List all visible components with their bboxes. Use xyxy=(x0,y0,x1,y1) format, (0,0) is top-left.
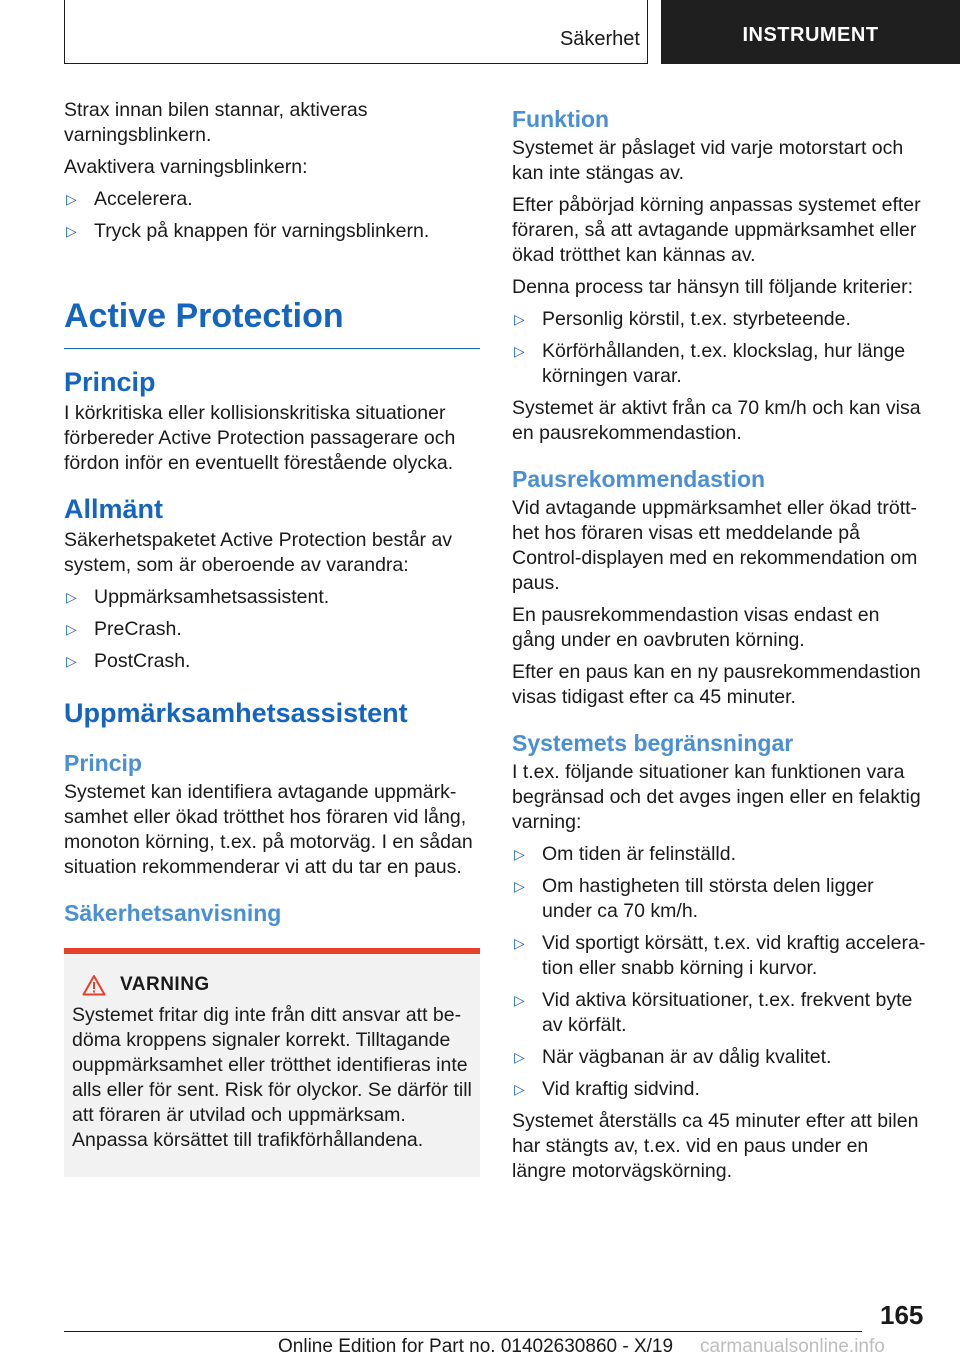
list-item: ▷ Tryck på knappen för varningsblinkern. xyxy=(66,220,430,242)
right-column xyxy=(512,98,926,1191)
funktion-paragraph: Denna process tar hänsyn till följande kriterier: xyxy=(512,276,914,298)
funktion-paragraph: Systemet är påslaget vid varje motorstart och kan inte stängas av. xyxy=(512,137,904,184)
list-item: ▷ Accelerera. xyxy=(66,188,193,210)
left-column xyxy=(64,98,480,1177)
paus-paragraph: Efter en paus kan en ny pausrekommendastion visas tidigast efter ca 45 minuter. xyxy=(512,661,921,708)
paus-heading: Pausrekommendastion xyxy=(512,466,766,492)
paus-paragraph: En pausrekommendastion visas endast en gång under en oavbruten körning. xyxy=(512,604,880,651)
allmant-text: Säkerhetspaketet Active Protection består av system, som är oberoende av varandra: xyxy=(64,529,453,576)
triangle-bullet-icon: ▷ xyxy=(66,589,77,605)
funktion-heading: Funktion xyxy=(512,106,610,132)
triangle-bullet-icon: ▷ xyxy=(514,1081,525,1097)
list-item: ▷ Vid sportigt körsätt, t.ex. vid kraftig acceleration eller snabb körning i kurvor. xyxy=(514,932,926,979)
paus-paragraph: Vid avtagande uppmärksamhet eller ökad trötthet hos föraren visas ett meddelande på Control-displayen med en rekommendation om paus. xyxy=(512,497,918,594)
warning-box xyxy=(64,948,480,1177)
limits-list xyxy=(512,842,926,1102)
princip-heading: Princip xyxy=(64,367,156,397)
princip-text: I körkritiska eller kollisionskritiska situationer förbereder Active Protection passagerare och fördon inför en eventuellt förestående olycka. xyxy=(64,402,456,474)
header-chapter-tab: INSTRUMENT xyxy=(661,0,960,64)
intro-paragraph: Avaktivera varningsblinkern: xyxy=(64,156,308,178)
triangle-bullet-icon: ▷ xyxy=(514,1049,525,1065)
header-section-title: Säkerhet xyxy=(559,28,640,50)
intro-list xyxy=(64,187,480,244)
triangle-bullet-icon: ▷ xyxy=(514,311,525,327)
list-item: ▷ Om hastigheten till största delen ligger under ca 70 km/h. xyxy=(514,875,874,922)
limits-heading: Systemets begränsningar xyxy=(512,730,794,756)
triangle-bullet-icon: ▷ xyxy=(66,653,77,669)
assist-princip-text: Systemet kan identifiera avtagande uppmärksamhet eller ökad trötthet hos föraren vid lång, monoton körning, t.ex. på motorväg. I en sådan situation rekommenderar vi att du tar en paus. xyxy=(64,781,473,878)
warning-triangle-icon xyxy=(82,974,106,996)
list-item: ▷ Vid aktiva körsituationer, t.ex. frekvent byte av körfält. xyxy=(514,989,913,1036)
limits-intro: I t.ex. följande situationer kan funktionen vara begränsad och det avges ingen eller en felaktig varning: xyxy=(512,761,921,833)
triangle-bullet-icon: ▷ xyxy=(66,621,77,637)
warning-title-row xyxy=(72,972,474,997)
triangle-bullet-icon: ▷ xyxy=(66,191,77,207)
list-item: ▷ Personlig körstil, t.ex. styrbeteende. xyxy=(514,308,851,330)
triangle-bullet-icon: ▷ xyxy=(66,223,77,239)
warning-text: Systemet fritar dig inte från ditt ansvar att bedöma kroppens signaler korrekt. Tilltagande ouppmärksamhet eller trötthet identifieras inte alls eller för sent. Risk för olyckor. Se därför till att föraren är utvilad och uppmärksam. Anpassa körsättet till trafikförhållandena. xyxy=(72,1004,472,1151)
footer-divider xyxy=(64,1331,862,1332)
list-item: ▷ Uppmärksamhetsassistent. xyxy=(66,586,330,608)
assist-princip-heading: Princip xyxy=(64,750,142,776)
intro-paragraph: Strax innan bilen stannar, aktiveras varningsblinkern. xyxy=(64,99,368,146)
limits-after: Systemet återställs ca 45 minuter efter att bilen har stängts av, t.ex. vid en paus under en längre motorvägskörning. xyxy=(512,1110,919,1182)
safety-heading: Säkerhetsanvisning xyxy=(64,900,282,926)
page-number: 165 xyxy=(880,1300,924,1330)
triangle-bullet-icon: ▷ xyxy=(514,343,525,359)
list-item: ▷ När vägbanan är av dålig kvalitet. xyxy=(514,1046,832,1068)
allmant-list xyxy=(64,585,480,674)
triangle-bullet-icon: ▷ xyxy=(514,935,525,951)
footer-edition: Online Edition for Part no. 01402630860 - X/19 xyxy=(278,1336,674,1357)
list-item: ▷ Om tiden är felinställd. xyxy=(514,843,737,865)
allmant-heading: Allmänt xyxy=(64,494,164,524)
triangle-bullet-icon: ▷ xyxy=(514,846,525,862)
page-title: Active Protection xyxy=(64,296,480,349)
list-item: ▷ Vid kraftig sidvind. xyxy=(514,1078,700,1100)
funktion-list xyxy=(512,307,926,389)
funktion-paragraph: Efter påbörjad körning anpassas systemet efter föraren, så att avtagande uppmärksamhet eller ökad trötthet kan kännas av. xyxy=(512,194,921,266)
triangle-bullet-icon: ▷ xyxy=(514,878,525,894)
assist-heading: Uppmärksamhetsassistent xyxy=(64,698,408,728)
triangle-bullet-icon: ▷ xyxy=(514,992,525,1008)
list-item: ▷ Körförhållanden, t.ex. klockslag, hur länge körningen varar. xyxy=(514,340,906,387)
list-item: ▷ PreCrash. xyxy=(66,618,182,640)
footer-watermark: carmanualsonline.info xyxy=(700,1336,885,1357)
list-item: ▷ PostCrash. xyxy=(66,650,191,672)
funktion-after: Systemet är aktivt från ca 70 km/h och kan visa en pausrekommendastion. xyxy=(512,397,921,444)
warning-title: VARNING xyxy=(120,974,210,995)
